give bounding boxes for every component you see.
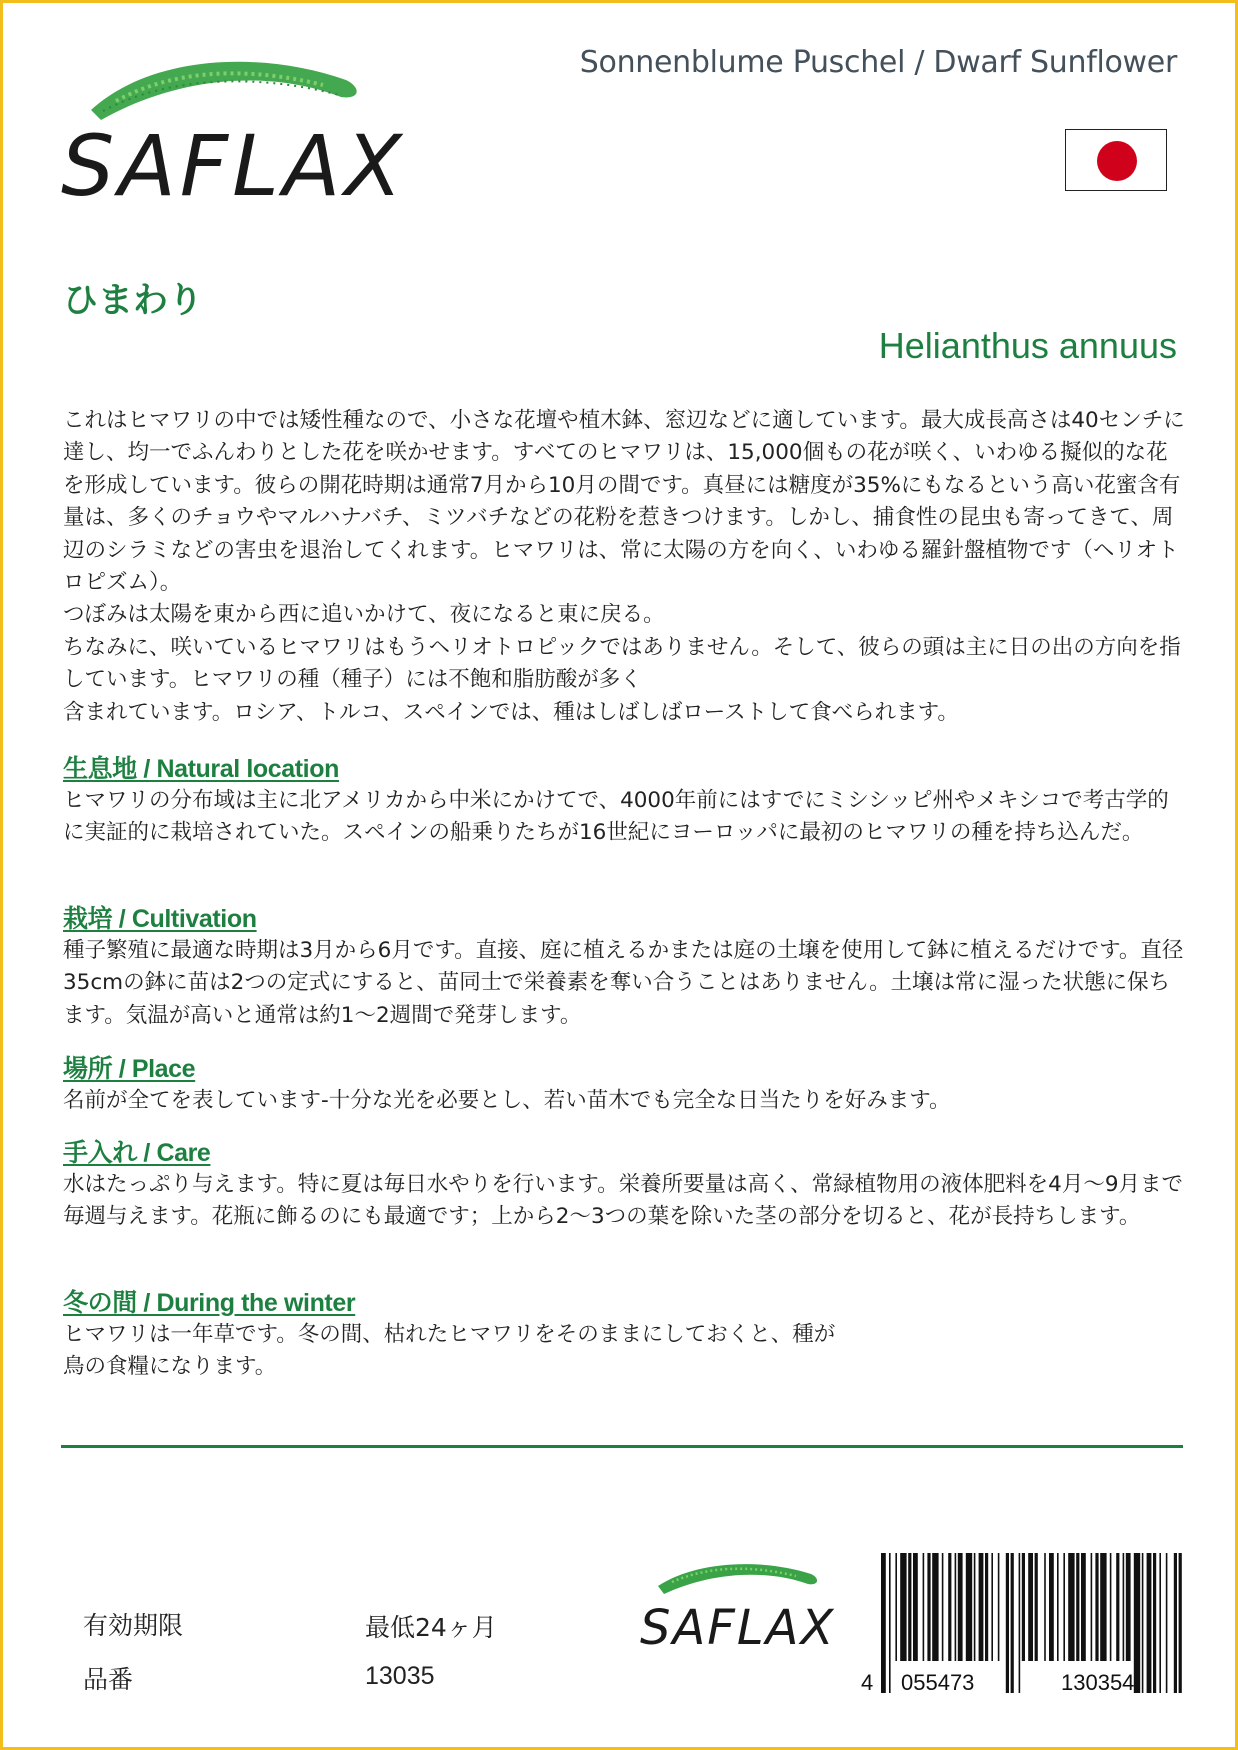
barcode-first-digit: 4	[861, 1670, 874, 1693]
saflax-logo	[61, 45, 411, 215]
japan-flag-icon	[1065, 129, 1167, 191]
section-text: ヒマワリの分布域は主に北アメリカから中米にかけてで、4000年前にはすでにミシシッピ州やメキシコで考古学的に実証的に栽培されていた。スペインの船乗りたちが16世紀にヨーロッパに最初のヒマワリの種を持ち込んだ。	[63, 788, 1169, 846]
item-number-value: 13035	[365, 1662, 435, 1690]
intro-paragraph: これはヒマワリの中では矮性種なので、小さな花壇や植木鉢、窓辺などに適しています。最大成長高さは40センチに達し、均一でふんわりとした花を咲かせます。すべてのヒマワリは、15,000個もの花が咲く、いわゆる擬似的な花を形成しています。彼らの開花時期は通常7月から10月の間です。真昼には糖度が35%にもなるという高い花蜜含有量は、多くのチョウやマルハナバチ、ミツバチなどの花粉を惹きつけます。しかし、捕食性の昆虫も寄ってきて、周辺のシラミなどの害虫を退治してくれます。ヒマワリは、常に太陽の方を向く、いわゆる羅針盤植物です（ヘリオトロピズム）。	[63, 408, 1185, 596]
section-heading: 栽培 / Cultivation	[63, 905, 257, 933]
section-text: 名前が全てを表しています-十分な光を必要とし、若い苗木でも完全な日当たりを好みます。	[63, 1088, 951, 1113]
barcode-left-digits: 055473	[901, 1670, 975, 1693]
section-text: 水はたっぷり与えます。特に夏は毎日水やりを行います。栄養所要量は高く、常緑植物用の液体肥料を4月～9月まで毎週与えます。花瓶に飾るのにも最適です；上から2～3つの葉を除いた茎の部分を切ると、花が長持ちします。	[63, 1172, 1183, 1230]
section-place	[63, 1053, 1185, 1117]
saflax-logo-small-text: SAFLAX	[640, 1600, 836, 1656]
item-number-label: 品番	[83, 1665, 134, 1694]
intro-paragraph: つぼみは太陽を東から西に追いかけて、夜になると東に戻る。	[63, 602, 665, 628]
barcode	[861, 1553, 1183, 1693]
barcode-bar	[1142, 1553, 1144, 1693]
section-heading: 手入れ / Care	[63, 1139, 211, 1167]
flag-red-disc	[1097, 141, 1137, 181]
barcode-bar	[1159, 1553, 1161, 1693]
section-text: 鳥の食糧になります。	[63, 1354, 277, 1380]
barcode-bar	[1011, 1553, 1014, 1693]
barcode-bar	[1134, 1553, 1140, 1693]
intro-paragraph: 含まれています。ロシア、トルコ、スペインでは、種はしばしばローストして食べられます。	[63, 699, 959, 725]
section-text: 種子繁殖に最適な時期は3月から6月です。直接、庭に植えるかまたは庭の土壌を使用して鉢に植えるだけです。直径35cmの鉢に苗は2つの定式にすると、苗同士で栄養素を奪い合うことはありません。土壌は常に湿った状態に保ちます。気温が高いと通常は約1～2週間で発芽します。	[63, 938, 1184, 1028]
barcode-bar	[1166, 1553, 1168, 1693]
green-divider	[61, 1445, 1183, 1448]
section-winter	[63, 1287, 1185, 1384]
section-natural-location	[63, 753, 1185, 850]
section-text: ヒマワリは一年草です。冬の間、枯れたヒマワリをそのままにしておくと、種が	[63, 1322, 836, 1347]
latin-plant-name: Helianthus annuus	[878, 325, 1177, 366]
section-heading: 冬の間 / During the winter	[63, 1289, 356, 1317]
section-heading: 場所 / Place	[63, 1055, 196, 1083]
barcode-bar	[1153, 1553, 1156, 1693]
barcode-bar	[1019, 1553, 1021, 1693]
section-heading: 生息地 / Natural location	[63, 755, 339, 783]
barcode-bar	[889, 1553, 891, 1693]
saflax-logo-text: SAFLAX	[61, 117, 406, 215]
barcode-bar	[881, 1553, 886, 1693]
intro-paragraph: ちなみに、咲いているヒマワリはもうヘリオトロピックではありません。そして、彼らの頭は主に日の出の方向を指しています。ヒマワリの種（種子）には不飽和脂肪酸が多く	[63, 634, 1181, 693]
japanese-plant-name: ひまわり	[63, 281, 204, 321]
expiry-label: 有効期限	[83, 1611, 184, 1640]
section-cultivation	[63, 903, 1185, 1032]
barcode-bar	[1179, 1553, 1182, 1693]
intro-text	[63, 405, 1185, 729]
product-title: Sonnenblume Puschel / Dwarf Sunflower	[579, 45, 1177, 80]
section-care	[63, 1137, 1185, 1234]
barcode-right-digits: 130354	[1061, 1670, 1135, 1693]
barcode-bar	[1006, 1553, 1009, 1693]
barcode-bar	[1147, 1553, 1152, 1693]
saflax-logo-small	[636, 1556, 836, 1656]
barcode-bar	[1174, 1553, 1177, 1693]
expiry-value: 最低24ヶ月	[365, 1613, 497, 1642]
